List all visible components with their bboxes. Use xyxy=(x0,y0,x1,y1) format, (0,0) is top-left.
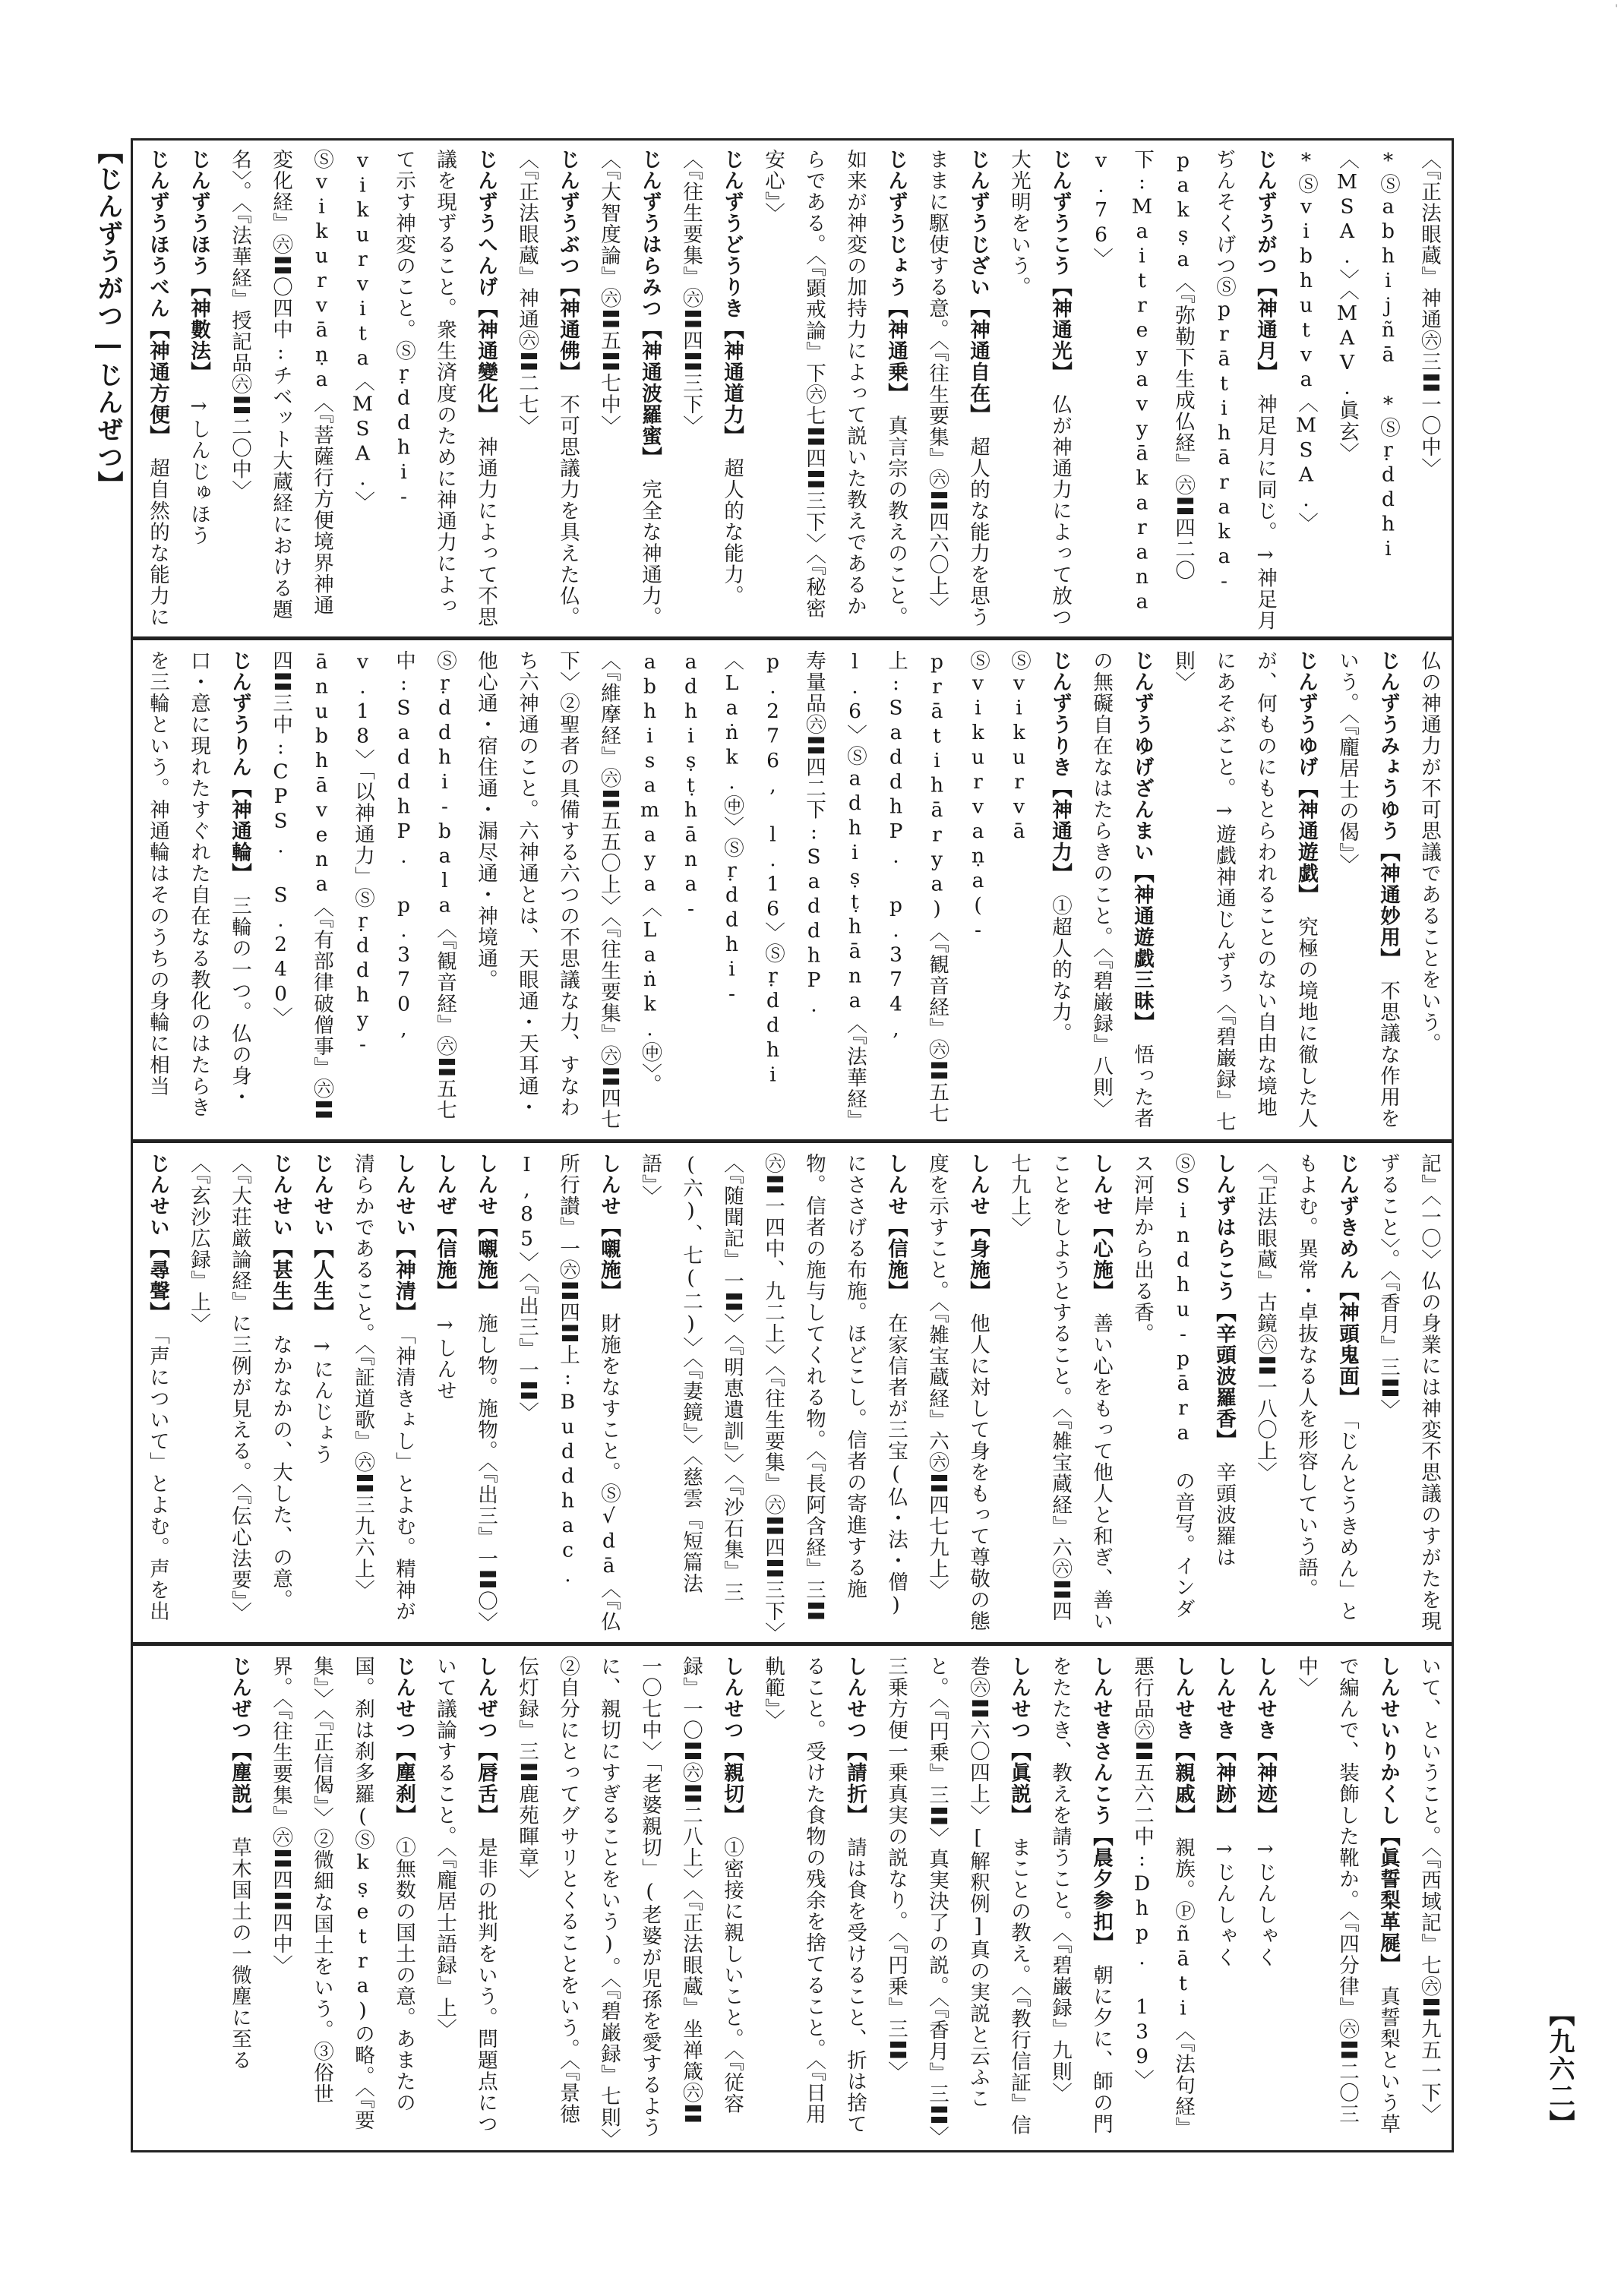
entry-text: いて、ということ。〈『西域記』七㊅〓九五一下〉 xyxy=(1417,1656,1441,2125)
dictionary-entry xyxy=(506,149,588,632)
dictionary-entry xyxy=(135,650,260,1135)
entry-text: 〈『正法眼蔵』神通㊅三〓一〇中〉*Ⓢabhijñā *Ⓢṛddhi〈MSA.〉〈MAV.眞玄〉*Ⓢvibhutva〈MSA.〉 xyxy=(1294,149,1441,562)
tier-2 xyxy=(135,650,1449,1135)
dictionary-entry xyxy=(301,1153,342,1638)
entry-headword: じんずうこう【神通光】 xyxy=(1048,149,1072,373)
dictionary-entry xyxy=(875,1656,1039,2142)
dictionary-entry xyxy=(1039,1656,1121,2142)
entry-headword: しんせつ【眞説】 xyxy=(1007,1656,1031,1816)
entry-headword: じんずうどうりき【神通道力】 xyxy=(720,149,744,437)
entry-text: 他人に対して身をもって尊敬の態度を示すこと。〈『雑宝蔵経』六㊅〓四七九上〉 xyxy=(925,1153,990,1632)
dictionary-entry xyxy=(629,1153,916,1638)
dictionary-entry xyxy=(260,650,1080,1135)
dictionary-entry xyxy=(1244,1656,1285,2142)
entry-headword: しんせ【信施】 xyxy=(884,1153,908,1292)
entry-text: 「じんとうきめん」ともよむ。異常・卓抜なる人を形容していう語。〈『正法眼蔵』古鏡㊅〓一八〇上〉 xyxy=(1253,1153,1359,1622)
entry-headword: しんせ【心施】 xyxy=(1089,1153,1113,1292)
entry-text: 是非の批判をいう。問題点について議論すること。〈『龐居士語録』上〉 xyxy=(433,1656,498,2135)
dictionary-entry xyxy=(506,1153,629,1638)
entry-headword: じんずうりき【神通力】 xyxy=(1048,650,1072,874)
dictionary-entry xyxy=(1285,1656,1408,2142)
dictionary-entry xyxy=(1285,149,1449,632)
entry-headword: しんせつ【親切】 xyxy=(720,1656,744,1816)
dictionary-entry xyxy=(1408,1656,1449,2142)
dictionary-entry xyxy=(1080,650,1162,1135)
entry-headword: じんぜつ【塵説】 xyxy=(228,1656,251,1816)
entry-headword: じんずうじょう【神通乗】 xyxy=(884,149,908,394)
entry-headword: じんずうぶつ【神通佛】 xyxy=(556,149,580,373)
dictionary-entry xyxy=(1080,149,1285,632)
entry-headword: じんせい【尋聲】 xyxy=(146,1153,169,1313)
entry-text: 朝に夕に、師の門をたたき、教えを請うこと。〈『碧巌録』九則〉 xyxy=(1048,1656,1113,2135)
dictionary-entry xyxy=(342,1153,424,1638)
dictionary-entry xyxy=(752,1656,875,2142)
dictionary-entry xyxy=(1408,650,1449,1135)
entry-text: →しんせ xyxy=(433,1312,457,1402)
dictionary-entry xyxy=(1203,1656,1244,2142)
entry-text: 「声について」とよむ。声を出 xyxy=(146,1334,169,1622)
entry-text: 真誓梨という草で編んで、装飾した靴か。〈『四分律』㊅〓二〇三中〉 xyxy=(1294,1656,1400,2135)
dictionary-entry xyxy=(260,1656,424,2142)
dictionary-entry xyxy=(465,1153,506,1638)
entry-headword: じんせい【甚生】 xyxy=(269,1153,292,1313)
entry-text: ①密接に親しいこと。〈『従容録』一〇〓㊅〓二八上〉〈『正法眼蔵』坐禅箴㊅〓一〇七中〉「老婆親切」(老婆が児孫を愛するように、親切にすぎることをいう)。〈『碧巌録』七則〉②自分にとってグサリとくることをいう。〈『景徳伝灯録』三〓鹿苑暉章〉 xyxy=(515,1656,744,2140)
entry-text: 施し物。施物。〈『出三』一〓〇〉 xyxy=(474,1312,498,1634)
dictionary-entry xyxy=(424,1153,465,1638)
entry-headword: じんずうりん【神通輪】 xyxy=(228,650,251,874)
entry-text: 悟った者の無礙自在なはたらきのこと。〈『碧巌録』八則〉 xyxy=(1089,650,1154,1129)
dictionary-entry xyxy=(1121,1656,1203,2142)
dictionary-entry xyxy=(219,149,506,632)
entry-text: 親族。Ⓟñāti〈『法句経』悪行品㊅〓五六二中:Dhp. 139〉 xyxy=(1130,1656,1195,2139)
entry-headword: しんぜ【信施】 xyxy=(433,1153,457,1292)
dictionary-entry xyxy=(178,1153,301,1638)
entry-text: 超自然的な能力に xyxy=(146,457,169,628)
entry-text: 究極の境地に徹した人が、何ものにもとらわれることのない自由な境地にあそぶこと。→遊戯神通じんずう〈『碧巌録』七則〉 xyxy=(1171,650,1318,1133)
dictionary-entry xyxy=(1162,650,1326,1135)
entry-headword: じんずきめん【神頭鬼面】 xyxy=(1335,1153,1359,1398)
entry-text: 記』〈一〇〉仏の身業には神変不思議のすがたを現ずること〉。〈『香月』三〓〉 xyxy=(1376,1153,1441,1632)
entry-text: 財施をなすこと。Ⓢ√dā〈『仏所行讃』一㊅〓四〓上:Buddhac. I,85〉〈『出三』一〓〉 xyxy=(515,1153,621,1632)
entry-text: →しんじゅほう xyxy=(187,393,210,547)
dictionary-entry xyxy=(1367,1153,1449,1638)
entry-headword: しんせ【嚫施】 xyxy=(597,1153,621,1292)
dictionary-entry xyxy=(588,149,670,632)
entry-headword: じんずうじざい【神通自在】 xyxy=(966,149,990,415)
entry-text: 「神清きょし」とよむ。精神が清らかであること。〈『証道歌』㊅〓三九六上〉 xyxy=(351,1153,415,1622)
entry-text: 超人的な能力を思うままに駆使する意。〈『往生要集』㊅〓四六〇上〉 xyxy=(925,149,990,628)
dictionary-entry xyxy=(506,1656,752,2142)
entry-headword: しんぜつ【唇舌】 xyxy=(474,1656,498,1816)
tier-divider-2 xyxy=(131,1139,1454,1143)
entry-headword: しんせき【親戚】 xyxy=(1171,1656,1195,1816)
entry-headword: じんずうへんげ【神通變化】 xyxy=(474,149,498,415)
entry-text: →じんしゃく xyxy=(1212,1837,1236,1969)
entry-headword: しんずはらこう【辛頭波羅香】 xyxy=(1212,1153,1236,1441)
entry-headword: しんせき【神跡】 xyxy=(1212,1656,1236,1816)
entry-headword: じんせい【人生】 xyxy=(310,1153,333,1313)
entry-text: ①無数の国土の意。あまたの国。刹は刹多羅(Ⓢkṣetra)の略。〈『要集』〉〈『正信偈』〉②微細な国土をいう。③俗世界。〈『往生要集』㊅〓四〓四中〉 xyxy=(269,1656,415,2131)
entry-headword: じんずうほう【神數法】 xyxy=(187,149,210,373)
entry-text: 仏が神通力によって放つ大光明をいう。 xyxy=(1007,149,1072,628)
entry-text: 神通力によって不思議を現ずること。衆生済度のために神通力によって示す神変のこと。Ⓢṛddhi-vikurvita〈MSA.〉Ⓢvikurvāṇa〈『菩薩行方便境界神通変化経』㊅〓〇四中:チベット大蔵経における題名〉。〈『法華経』授記品㊅〓二〇中〉 xyxy=(228,149,498,628)
entry-headword: じんせつ【塵刹】 xyxy=(392,1656,415,1816)
entry-text: 請は食を受けること、折は捨てること。受けた食物の残余を捨てること。〈『日用軌範』〉 xyxy=(761,1656,867,2135)
dictionary-entry xyxy=(1244,1153,1367,1638)
dictionary-entry xyxy=(916,149,998,632)
header-range: 【じんずうがつ―じんぜつ】 xyxy=(93,138,123,498)
page-number: 【九六二】 xyxy=(1544,2001,1575,2137)
tier-divider-1 xyxy=(131,636,1454,640)
entry-headword: じんずうはらみつ【神通波羅蜜】 xyxy=(638,149,662,458)
tier-divider-3 xyxy=(131,1642,1454,1646)
dictionary-entry xyxy=(135,1153,178,1638)
dictionary-entry xyxy=(916,1153,998,1638)
entry-text: 不思議な作用をいう。〈『龐居士の偈』〉 xyxy=(1335,650,1400,1129)
entry-headword: じんずうがつ【神通月】 xyxy=(1253,149,1277,373)
entry-text: 仏の神通力が不可思議であることをいう。 xyxy=(1417,650,1441,1054)
entry-text: 草木国土の一微塵に至る xyxy=(228,1837,251,2071)
entry-text: 超人的な能力。〈『往生要集』㊅〓四〓三下〉 xyxy=(679,149,744,607)
entry-text: 真言宗の教えのこと。如来が神変の加持力によって説いた教えであるからである。〈『顕戒論』下㊅七〓四〓三下〉〈『秘密安心』〉 xyxy=(761,149,908,628)
dictionary-entry xyxy=(670,149,752,632)
entry-headword: しんせき【神迹】 xyxy=(1253,1656,1277,1816)
entry-text: まことの教え。〈『教行信証』信巻㊅〓六〇四上〉[解釈例]真の実説と云ふこと。〈『円乗』三〓〉真実決了の説。〈『香月』三〓〉三乗方便一乗真実の説なり。〈『円乗』三〓〉 xyxy=(884,1656,1031,2137)
dictionary-entry xyxy=(178,149,219,632)
dictionary-entry xyxy=(1326,650,1408,1135)
dictionary-entry xyxy=(219,1656,260,2142)
entry-headword: しんせいりかくし【眞誓梨革屣】 xyxy=(1376,1656,1400,1965)
dictionary-entry xyxy=(752,149,916,632)
entry-text: 神足月に同じ。→神足月ぢんそくげつⓈprātihāraka-pakṣa〈『弥勒下生成仏経』㊅〓四二〇下:Maitreyavyākarana v.76〉 xyxy=(1089,149,1277,632)
dictionary-entry xyxy=(998,149,1080,632)
entry-text: 辛頭波羅はⓈSindhu-pāra の音写。インダス河岸から出る香。 xyxy=(1130,1153,1236,1619)
entry-headword: しんせきさんこう【晨夕参扣】 xyxy=(1089,1656,1113,1944)
entry-text: なかなかの、大した、の意。〈『大荘厳論経』に三例が見える。〈『伝心法要』〉〈『玄沙広録』上〉 xyxy=(187,1153,292,1623)
dictionary-entry xyxy=(1121,1153,1244,1638)
entry-text: →じんしゃく xyxy=(1253,1837,1277,1969)
entry-text: 在家信者が三宝(仏・法・僧)にささげる布施。ほどこし。信者の寄進する施物。信者の施与してくれる物。〈『長阿含経』三〓㊅〓一四中、九二上〉〈『往生要集』㊅〓四〓三下〉〈『随聞記』一〓〉〈『明恵遺訓』〉〈『沙石集』三(六)、七(二)〉〈『妻鏡』〉〈慈雲『短篇法語』〉 xyxy=(638,1153,908,1634)
tier-4 xyxy=(135,1656,1449,2142)
entry-text: 完全な神通力。〈『大智度論』㊅〓五〓七中〉 xyxy=(597,149,662,628)
entry-text: 善い心をもって他人と和ぎ、善いことをしようとすること。〈『雑宝蔵経』六㊅〓四七九上〉 xyxy=(1007,1153,1113,1632)
dictionary-entry xyxy=(135,149,178,632)
entry-text: 不可思議力を具えた仏。〈『正法眼蔵』神通㊅〓二七〉 xyxy=(515,149,580,628)
tier-1 xyxy=(135,149,1449,632)
tier-3 xyxy=(135,1153,1449,1638)
entry-headword: じんずうみょうゆう【神通妙用】 xyxy=(1376,650,1400,959)
entry-text: ①超人的な力。Ⓢvikurvā Ⓢvikurvaṇa(-prātihārya)〈『観音経』㊅〓五七上:SaddhP. p.374, l.6〉Ⓢadhiṣṭhāna〈『法華経』寿量品㊅〓四二下:SaddhP. p.276, l.16〉Ⓢṛddhi〈Laṅk.㊥〉Ⓢṛddhi-adhiṣṭhāna-abhisamaya〈Laṅk.㊥〉。〈『維摩経』㊅〓五五〇上〉〈『往生要集』㊅〓四七下〉②聖者の具備する六つの不思議な力、すなわち六神通のこと。六神通とは、天眼通・天耳通・他心通・宿住通・漏尽通・神境通。Ⓢṛddhi-bala〈『観音経』㊅〓五七中:SaddhP. p.370, v.18〉「以神通力」Ⓢṛddhy-ānubhāvena〈『有部律破僧事』㊅〓四〓三中:CPS. S.240〉 xyxy=(269,650,1072,1132)
entry-headword: しんせ【嚫施】 xyxy=(474,1153,498,1292)
entry-headword: しんせ【身施】 xyxy=(966,1153,990,1292)
entry-headword: じんずうゆげ【神通遊戯】 xyxy=(1294,650,1318,895)
entry-text: →にんじょう xyxy=(310,1334,333,1466)
dictionary-entry xyxy=(998,1153,1121,1638)
entry-headword: しんせつ【請折】 xyxy=(843,1656,867,1816)
dictionary-entry xyxy=(424,1656,506,2142)
entry-text: 三輪の一つ。仏の身・口・意に現れたすぐれた自在なる教化のはたらきを三輪という。神通輪はそのうちの身輪に相当 xyxy=(146,650,251,1118)
corner-mark: ' xyxy=(1615,3,1618,15)
entry-headword: じんずうほうべん【神通方便】 xyxy=(146,149,169,437)
entry-headword: しんせい【神清】 xyxy=(392,1153,415,1313)
entry-headword: じんずうゆげざんまい【神通遊戯三昧】 xyxy=(1130,650,1154,1023)
